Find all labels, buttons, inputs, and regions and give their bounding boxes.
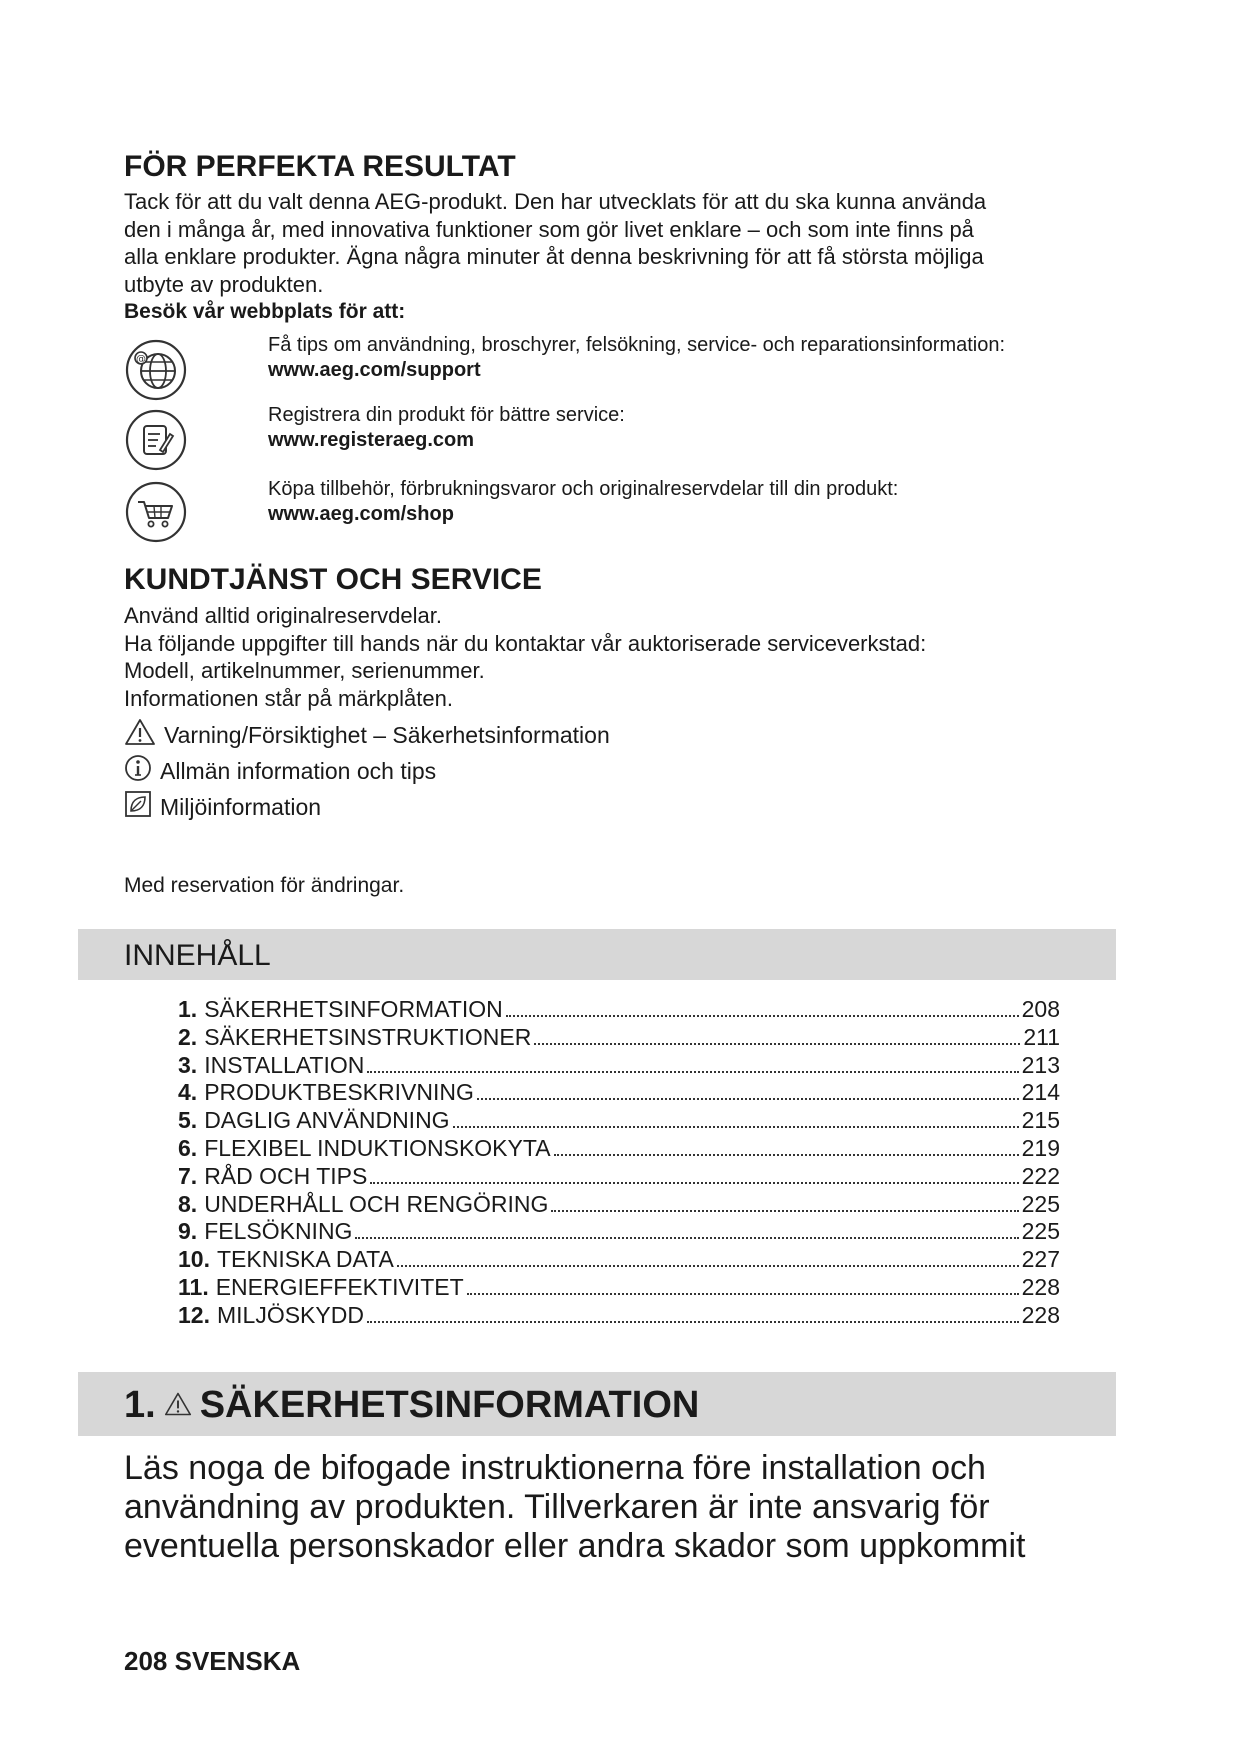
- toc-title: FLEXIBEL INDUKTIONSKOKYTA: [204, 1134, 551, 1161]
- toc-entry[interactable]: [178, 1218, 1060, 1246]
- legend-text: Allmän information och tips: [160, 757, 437, 784]
- service-line: Informationen står på märkplåten.: [124, 685, 453, 711]
- safety-line: Läs noga de bifogade instruktionerna före installation och: [124, 1449, 986, 1487]
- safety-line: användning av produkten. Tillverkaren är inte ansvarig för: [124, 1488, 990, 1526]
- toc-title: RÅD OCH TIPS: [204, 1162, 368, 1189]
- warning-icon: [124, 718, 156, 752]
- intro-line: utbyte av produkten.: [124, 271, 324, 297]
- legend-warning: [124, 718, 610, 752]
- safety-number: 1.: [124, 1384, 156, 1426]
- toc-entry[interactable]: [178, 1191, 1060, 1219]
- legend-info: [124, 754, 436, 788]
- register-icon: [124, 408, 188, 472]
- toc-leader: [367, 1070, 1018, 1073]
- service-title: KUNDTJÄNST OCH SERVICE: [124, 563, 542, 596]
- safety-title: SÄKERHETSINFORMATION: [199, 1384, 700, 1426]
- reservation-note: Med reservation för ändringar.: [124, 874, 405, 897]
- safety-line: eventuella personskador eller andra skador som uppkommit: [124, 1527, 1026, 1565]
- safety-heading: [124, 1384, 699, 1427]
- toc-entry[interactable]: [178, 1024, 1060, 1052]
- toc-leader: [370, 1181, 1018, 1184]
- toc-number: 10.: [178, 1246, 210, 1273]
- toc-entry[interactable]: [178, 1052, 1060, 1080]
- intro-line: den i många år, med innovativa funktioner som gör livet enklare – och som inte finns på: [124, 216, 974, 242]
- toc-title: FELSÖKNING: [204, 1218, 353, 1245]
- toc-entry[interactable]: [178, 1135, 1060, 1163]
- service-line: Modell, artikelnummer, serienummer.: [124, 658, 485, 683]
- toc-page: 219: [1021, 1134, 1060, 1161]
- toc-number: 5.: [178, 1107, 198, 1134]
- toc-page: 227: [1021, 1246, 1060, 1273]
- toc-entry[interactable]: [178, 1079, 1060, 1107]
- toc-entry[interactable]: [178, 1107, 1060, 1135]
- toc-page: 225: [1021, 1190, 1060, 1217]
- toc-number: 6.: [178, 1134, 198, 1161]
- toc-leader: [551, 1209, 1018, 1212]
- register-link[interactable]: www.registeraeg.com: [268, 429, 474, 451]
- toc-number: 12.: [178, 1301, 210, 1328]
- safety-banner: [78, 1372, 1116, 1436]
- toc-number: 3.: [178, 1051, 198, 1078]
- info-icon: [124, 754, 152, 788]
- toc-title: TEKNISKA DATA: [216, 1246, 394, 1273]
- support-link[interactable]: www.aeg.com/support: [268, 359, 481, 381]
- legend-environment: [124, 790, 321, 824]
- warning-icon: [164, 1384, 192, 1427]
- visit-text: Få tips om användning, broschyrer, felsökning, service- och reparationsinformation:: [268, 334, 1006, 356]
- toc-page: 215: [1021, 1107, 1060, 1134]
- visit-label: Besök vår webbplats för att:: [124, 300, 406, 323]
- toc-leader: [355, 1236, 1018, 1239]
- toc-page: 211: [1023, 1023, 1060, 1050]
- toc-page: 208: [1021, 996, 1060, 1022]
- intro-title: FÖR PERFEKTA RESULTAT: [124, 150, 516, 183]
- toc-leader: [534, 1042, 1020, 1045]
- visit-text: Registrera din produkt för bättre service:: [268, 404, 625, 426]
- toc-entry[interactable]: [178, 1163, 1060, 1191]
- cart-icon: [124, 480, 188, 544]
- contents-banner: [78, 929, 1116, 980]
- visit-item-support: [268, 333, 1005, 383]
- toc-leader: [453, 1125, 1019, 1128]
- toc-leader: [506, 1014, 1019, 1017]
- toc-leader: [397, 1264, 1019, 1267]
- toc-number: 9.: [178, 1218, 198, 1245]
- intro-line: alla enklare produkter. Ägna några minuter åt denna beskrivning för att få största möjliga: [124, 244, 984, 269]
- toc-title: PRODUKTBESKRIVNING: [204, 1079, 474, 1106]
- toc-title: SÄKERHETSINSTRUKTIONER: [204, 1023, 532, 1050]
- visit-item-shop: [268, 477, 898, 527]
- intro-line: Tack för att du valt denna AEG-produkt. Den har utvecklats för att du ska kunna använda: [124, 189, 987, 214]
- contents-title: INNEHÅLL: [124, 939, 271, 972]
- toc-page: 213: [1021, 1051, 1060, 1078]
- toc-number: 11.: [178, 1273, 209, 1300]
- toc-page: 228: [1021, 1301, 1060, 1328]
- toc-number: 8.: [178, 1190, 198, 1217]
- toc-title: ENERGIEFFEKTIVITET: [215, 1273, 464, 1300]
- service-paragraph: [124, 602, 1124, 712]
- toc-title: SÄKERHETSINFORMATION: [204, 996, 503, 1022]
- leaf-icon: [124, 790, 152, 824]
- table-of-contents: [178, 996, 1060, 1330]
- toc-page: 214: [1021, 1079, 1060, 1106]
- toc-leader: [477, 1097, 1019, 1100]
- service-line: Ha följande uppgifter till hands när du kontaktar vår auktoriserade serviceverkstad:: [124, 630, 927, 656]
- visit-text: Köpa tillbehör, förbrukningsvaror och originalreservdelar till din produkt:: [268, 478, 899, 500]
- svg-text:@: @: [136, 354, 146, 365]
- service-line: Använd alltid originalreservdelar.: [124, 603, 442, 628]
- safety-paragraph: [124, 1449, 1124, 1566]
- toc-page: 222: [1021, 1162, 1060, 1189]
- globe-icon: [124, 338, 188, 402]
- toc-number: 4.: [178, 1079, 198, 1106]
- page-footer: 208 SVENSKA: [124, 1646, 301, 1676]
- toc-title: INSTALLATION: [204, 1051, 365, 1078]
- toc-entry[interactable]: [178, 1274, 1060, 1302]
- toc-entry[interactable]: [178, 1246, 1060, 1274]
- toc-number: 2.: [178, 1023, 198, 1050]
- toc-entry[interactable]: [178, 1302, 1060, 1330]
- intro-paragraph: [124, 188, 1124, 298]
- toc-page: 228: [1021, 1273, 1060, 1300]
- toc-page: 225: [1021, 1218, 1060, 1245]
- legend-text: Varning/Försiktighet – Säkerhetsinformation: [164, 721, 610, 748]
- toc-title: DAGLIG ANVÄNDNING: [204, 1107, 450, 1134]
- legend-text: Miljöinformation: [160, 793, 322, 820]
- toc-entry[interactable]: [178, 996, 1060, 1024]
- toc-leader: [554, 1153, 1019, 1156]
- shop-link[interactable]: www.aeg.com/shop: [268, 503, 454, 525]
- toc-title: UNDERHÅLL OCH RENGÖRING: [204, 1190, 549, 1217]
- toc-number: 1.: [178, 996, 198, 1022]
- visit-item-register: [268, 403, 625, 453]
- toc-number: 7.: [178, 1162, 198, 1189]
- toc-leader: [367, 1320, 1019, 1323]
- toc-title: MILJÖSKYDD: [216, 1301, 364, 1328]
- toc-leader: [467, 1292, 1019, 1295]
